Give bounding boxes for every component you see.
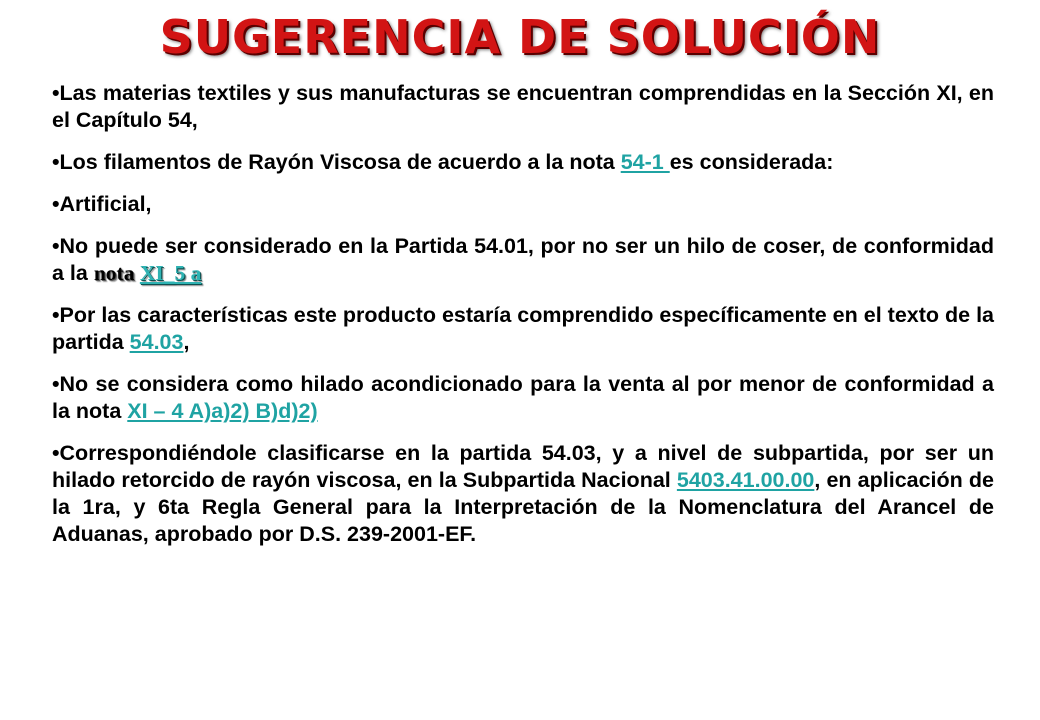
link-nota-xi-5a[interactable]: XI_5 a bbox=[139, 261, 202, 285]
paragraph-1-text: Las materias textiles y sus manufacturas se encuentran comprendidas en la Sección XI, en el Capítulo 54, bbox=[52, 81, 994, 132]
link-nota-xi-4[interactable]: XI – 4 A)a)2) B)d)2) bbox=[127, 399, 318, 423]
bullet-paragraph-6 bbox=[52, 371, 994, 425]
link-subpartida-5403-41-00-00[interactable]: 5403.41.00.00 bbox=[676, 468, 815, 492]
link-nota-54-1[interactable]: 54-1 bbox=[620, 150, 670, 174]
bullet-marker: • bbox=[52, 150, 60, 174]
bullet-marker: • bbox=[52, 192, 60, 216]
bullet-marker: • bbox=[52, 303, 60, 327]
bullet-paragraph-4 bbox=[52, 233, 994, 287]
paragraph-7-text-end: , en aplicación de la 1ra, y 6ta Regla General para la Interpretación de la Nomenclatura del Arancel de Aduanas, aprobado por D.S. 239-2001-EF. bbox=[52, 468, 994, 546]
bullet-paragraph-2 bbox=[52, 149, 994, 176]
bullet-paragraph-7 bbox=[52, 440, 994, 548]
bullet-marker: • bbox=[52, 441, 60, 465]
paragraph-5-text: Por las características este producto estaría comprendido específicamente en el texto de la partida bbox=[52, 303, 994, 354]
bullet-marker: • bbox=[52, 372, 60, 396]
paragraph-6-text: No se considera como hilado acondicionado para la venta al por menor de conformidad a la nota bbox=[52, 372, 994, 423]
bullet-paragraph-5 bbox=[52, 302, 994, 356]
paragraph-2-text: Los filamentos de Rayón Viscosa de acuerdo a la nota bbox=[59, 150, 621, 174]
slide-body bbox=[52, 80, 994, 563]
bullet-marker: • bbox=[52, 81, 60, 105]
bullet-paragraph-3 bbox=[52, 191, 994, 218]
paragraph-5-text-end: , bbox=[183, 330, 190, 354]
bullet-paragraph-1 bbox=[52, 80, 994, 134]
slide-title: SUGERENCIA DE SOLUCIÓN bbox=[159, 10, 881, 64]
nota-emphasis: nota bbox=[93, 261, 140, 285]
paragraph-4-text: No puede ser considerado en la Partida 54.01, por no ser un hilo de coser, de conformidad a la bbox=[52, 234, 994, 285]
paragraph-7-text: Correspondiéndole clasificarse en la partida 54.03, y a nivel de subpartida, por ser un hilado retorcido de rayón viscosa, en la Subpartida Nacional bbox=[52, 441, 994, 492]
bullet-marker: • bbox=[52, 234, 60, 258]
paragraph-2-text-end: es considerada: bbox=[669, 150, 834, 174]
link-partida-54-03[interactable]: 54.03 bbox=[129, 330, 184, 354]
paragraph-3-text: Artificial, bbox=[59, 192, 152, 216]
